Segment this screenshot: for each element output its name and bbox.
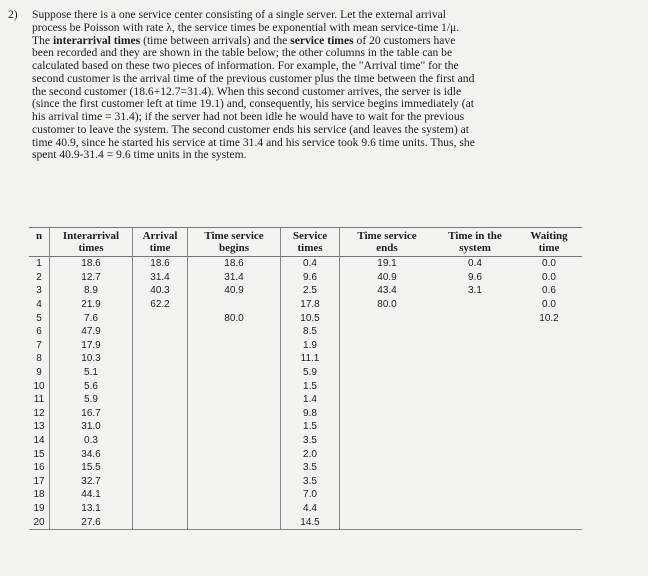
table-cell: 10.2	[539, 312, 559, 324]
column-header-label: Service	[292, 230, 328, 242]
table-cell	[434, 488, 516, 502]
table-cell	[340, 461, 435, 475]
problem-text	[32, 9, 598, 162]
table-cell	[188, 461, 281, 475]
table-cell	[133, 420, 188, 434]
table-cell	[340, 379, 435, 393]
table-cell	[340, 366, 435, 380]
table-cell: 11	[29, 393, 50, 407]
table-row	[29, 502, 582, 516]
table-cell	[434, 379, 516, 393]
table-row	[29, 434, 582, 448]
table-cell: 18	[29, 488, 50, 502]
table-cell: 0.3	[50, 434, 133, 448]
column-header	[50, 228, 133, 257]
table-cell	[188, 379, 281, 393]
table-cell: 0.0	[542, 258, 556, 270]
table-cell	[188, 434, 281, 448]
column-header-label: Arrival	[142, 230, 178, 242]
table-cell	[516, 393, 582, 407]
text-segment: (since the first customer left at time 19.1) and, consequently, his service begins immediately (at	[32, 97, 474, 111]
table-cell	[516, 515, 582, 529]
table-cell	[516, 447, 582, 461]
table-cell	[133, 407, 188, 421]
table-row	[29, 447, 582, 461]
table-cell	[516, 461, 582, 475]
table-cell: 5.9	[50, 393, 133, 407]
table-cell	[340, 352, 435, 366]
text-segment: customer to leave the system. The second customer ends his service (and leaves the system) at	[32, 122, 469, 136]
table-row	[29, 461, 582, 475]
table-cell	[434, 311, 516, 325]
text-segment: his arrival time = 31.4); if the server had not been idle he would have to wait for the previous	[32, 110, 465, 123]
table-body	[29, 257, 582, 530]
column-header-label: Time service	[357, 230, 417, 242]
table-cell	[188, 393, 281, 407]
table-row	[29, 407, 582, 421]
table-cell: 40.9	[224, 285, 244, 297]
table-cell	[516, 352, 582, 366]
table-cell: 31.0	[50, 420, 133, 434]
table-header-row	[29, 228, 582, 257]
table-row	[29, 311, 582, 325]
table-cell: 80.0	[377, 299, 397, 311]
table-cell: 7.0	[281, 488, 340, 502]
table-cell: 1.9	[281, 339, 340, 353]
table-cell	[340, 339, 435, 353]
table-cell: 31.4	[224, 271, 244, 283]
table-cell: 27.6	[50, 515, 133, 529]
table-cell: 0.6	[542, 285, 556, 297]
table-cell	[133, 434, 188, 448]
table-cell: 3.5	[281, 434, 340, 448]
text-segment: the second customer (18.6+12.7=31.4). When this second customer arrives, the server is idle	[32, 84, 462, 98]
column-header-label: n	[35, 230, 43, 242]
table-cell	[434, 325, 516, 339]
table-cell: 0.4	[468, 258, 482, 270]
bold-term: service times	[290, 33, 354, 47]
column-header	[188, 228, 281, 257]
table-cell: 14	[29, 434, 50, 448]
table-cell: 19.1	[377, 258, 397, 270]
table-cell	[188, 366, 281, 380]
table-cell	[340, 515, 435, 529]
table-cell	[516, 488, 582, 502]
table-cell	[133, 325, 188, 339]
table-cell	[434, 366, 516, 380]
table-cell	[434, 447, 516, 461]
table-cell: 2.0	[281, 447, 340, 461]
table-cell: 5.6	[50, 379, 133, 393]
column-header	[516, 228, 582, 257]
table-cell	[434, 393, 516, 407]
table-cell	[133, 461, 188, 475]
table-cell	[188, 488, 281, 502]
table-cell	[188, 475, 281, 489]
table-cell	[434, 420, 516, 434]
table-cell	[133, 447, 188, 461]
table-cell: 62.2	[133, 298, 188, 312]
table-cell	[516, 475, 582, 489]
table-cell: 18.6	[224, 258, 244, 270]
table-cell: 12	[29, 407, 50, 421]
table-cell	[516, 339, 582, 353]
table-cell: 4	[29, 298, 50, 312]
table-cell: 7	[29, 339, 50, 353]
table-cell	[434, 339, 516, 353]
table-cell: 10.5	[281, 311, 340, 325]
table-cell: 2.5	[281, 284, 340, 298]
table-cell	[133, 379, 188, 393]
table-row	[29, 352, 582, 366]
table-cell: 11.1	[281, 352, 340, 366]
table-cell: 3.1	[468, 285, 482, 297]
bold-term: interarrival times	[52, 33, 141, 47]
column-header-label: time	[538, 242, 560, 254]
table-cell	[434, 461, 516, 475]
table-cell: 10.3	[50, 352, 133, 366]
table-cell	[133, 488, 188, 502]
table-cell	[188, 352, 281, 366]
table-cell	[188, 502, 281, 516]
table-cell: 3	[29, 284, 50, 298]
table-cell: 3.5	[281, 461, 340, 475]
problem-statement	[8, 9, 598, 162]
table-cell: 5	[29, 311, 50, 325]
column-header-label: begins	[219, 242, 249, 254]
table-cell	[434, 298, 516, 312]
table-cell	[516, 325, 582, 339]
table-cell: 13.1	[50, 502, 133, 516]
table-row	[29, 284, 582, 298]
table-cell: 18.6	[133, 257, 188, 271]
table-cell	[340, 502, 435, 516]
table-cell	[133, 393, 188, 407]
table-cell	[434, 407, 516, 421]
table-cell: 34.6	[50, 447, 133, 461]
table-cell: 2	[29, 271, 50, 285]
text-segment: of 20 customers have	[353, 33, 456, 47]
text-segment: process be Poisson with rate λ, the service times be exponential with mean service-time 1/μ.	[32, 20, 460, 34]
table-cell: 40.3	[133, 284, 188, 298]
table-row	[29, 515, 582, 529]
table-cell: 4.4	[281, 502, 340, 516]
table-cell	[340, 420, 435, 434]
table-row	[29, 366, 582, 380]
problem-line	[32, 149, 598, 162]
table-row	[29, 339, 582, 353]
table-cell: 32.7	[50, 475, 133, 489]
column-header-label: system	[459, 242, 491, 254]
table-cell	[516, 407, 582, 421]
table-cell	[340, 434, 435, 448]
table-cell: 0.0	[542, 271, 556, 283]
table-row	[29, 420, 582, 434]
table-cell	[340, 407, 435, 421]
table-cell	[516, 379, 582, 393]
column-header-label: times	[78, 242, 104, 254]
table-cell: 8.9	[50, 284, 133, 298]
table-cell: 8.5	[281, 325, 340, 339]
table-row	[29, 379, 582, 393]
text-segment: second customer is the arrival time of the previous customer plus the time between the first and	[32, 71, 475, 85]
table-cell	[434, 502, 516, 516]
table-cell: 7.6	[50, 311, 133, 325]
table-cell: 43.4	[377, 285, 397, 297]
table-cell	[516, 434, 582, 448]
table-cell: 5.1	[50, 366, 133, 380]
customer-data-table	[29, 227, 582, 530]
table-cell: 20	[29, 515, 50, 529]
table-cell	[133, 475, 188, 489]
table-cell	[340, 325, 435, 339]
table-cell	[188, 339, 281, 353]
table-cell	[188, 298, 281, 312]
table-cell: 17.8	[281, 298, 340, 312]
table-cell: 40.9	[377, 271, 397, 283]
column-header	[29, 228, 50, 257]
table-cell	[133, 502, 188, 516]
table-cell	[434, 475, 516, 489]
table-cell: 21.9	[50, 298, 133, 312]
table-cell	[188, 420, 281, 434]
text-segment: spent 40.9-31.4 = 9.6 time units in the system.	[32, 148, 247, 162]
table-cell: 18.6	[50, 257, 133, 271]
table-cell: 1.5	[281, 379, 340, 393]
column-header	[281, 228, 340, 257]
table-cell	[133, 352, 188, 366]
table-cell	[133, 339, 188, 353]
table-row	[29, 298, 582, 312]
table-cell	[188, 515, 281, 529]
table-cell: 0.4	[281, 257, 340, 271]
table-cell	[133, 515, 188, 529]
table-cell: 44.1	[50, 488, 133, 502]
table-cell	[434, 434, 516, 448]
column-header	[434, 228, 516, 257]
text-segment: calculated based on these two pieces of information. For example, the "Arrival time" for the	[32, 59, 459, 72]
table-cell: 47.9	[50, 325, 133, 339]
table-row	[29, 488, 582, 502]
table-cell: 3.5	[281, 475, 340, 489]
table-row	[29, 393, 582, 407]
column-header-label: Time service	[204, 230, 264, 242]
table-cell	[188, 325, 281, 339]
table-cell	[340, 475, 435, 489]
table-cell: 9.6	[281, 271, 340, 285]
problem-number: 2)	[8, 8, 18, 21]
table-cell: 16.7	[50, 407, 133, 421]
table-cell	[434, 352, 516, 366]
table-cell: 9	[29, 366, 50, 380]
table-cell	[133, 366, 188, 380]
column-header	[133, 228, 188, 257]
table-cell	[188, 407, 281, 421]
text-segment: (time between arrivals) and the	[140, 33, 291, 47]
table-cell: 8	[29, 352, 50, 366]
table-cell: 12.7	[50, 271, 133, 285]
column-header-label: ends	[376, 242, 398, 254]
column-header-label: Waiting	[530, 230, 568, 242]
text-segment: been recorded and they are shown in the table below; the other columns in the table can be	[32, 46, 453, 60]
table-cell: 0.0	[542, 299, 556, 311]
table-cell: 1	[29, 257, 50, 271]
column-header-label: times	[297, 242, 323, 254]
table-cell: 10	[29, 379, 50, 393]
column-header-label: time	[149, 242, 171, 254]
table-cell: 80.0	[224, 312, 244, 324]
table-row	[29, 271, 582, 285]
table-row	[29, 325, 582, 339]
table-cell: 16	[29, 461, 50, 475]
column-header-label: Interarrival	[62, 230, 120, 242]
table-cell: 31.4	[133, 271, 188, 285]
table-cell: 13	[29, 420, 50, 434]
table-cell: 14.5	[281, 515, 340, 529]
table-cell	[516, 502, 582, 516]
table-cell: 9.8	[281, 407, 340, 421]
table-cell: 1.4	[281, 393, 340, 407]
table-cell	[434, 515, 516, 529]
table-cell: 17.9	[50, 339, 133, 353]
table-cell: 17	[29, 475, 50, 489]
text-segment: Suppose there is a one service center consisting of a single server. Let the external arrival	[32, 8, 447, 21]
table-cell: 15	[29, 447, 50, 461]
table-cell: 9.6	[468, 271, 482, 283]
table-row	[29, 257, 582, 271]
table-cell: 5.9	[281, 366, 340, 380]
table-cell	[340, 311, 435, 325]
column-header	[340, 228, 435, 257]
table-cell	[340, 488, 435, 502]
table-row	[29, 475, 582, 489]
table-cell	[133, 311, 188, 325]
text-segment: time 40.9, since he started his service at time 31.4 and his service took 9.6 time units. Thus, she	[32, 135, 475, 149]
text-segment: The	[32, 33, 53, 47]
table-cell	[516, 366, 582, 380]
table-cell: 1.5	[281, 420, 340, 434]
table-cell	[340, 393, 435, 407]
table-cell	[340, 447, 435, 461]
table-cell: 15.5	[50, 461, 133, 475]
column-header-label: Time in the	[448, 230, 502, 242]
table-cell	[516, 420, 582, 434]
table-cell: 19	[29, 502, 50, 516]
table-cell	[188, 447, 281, 461]
table-cell: 6	[29, 325, 50, 339]
